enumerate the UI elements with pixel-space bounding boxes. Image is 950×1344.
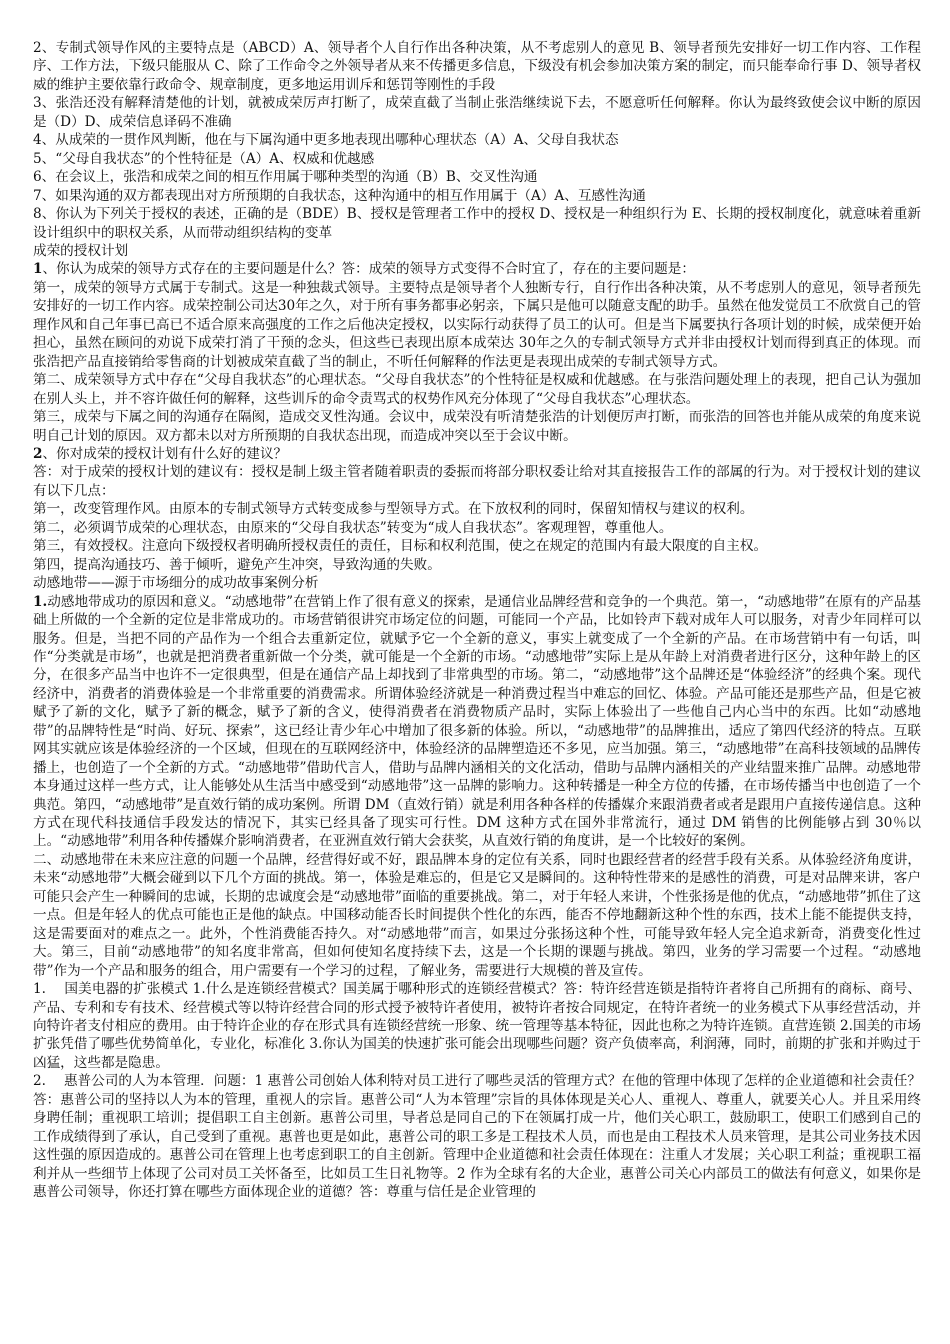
paragraph: 成荣的授权计划: [33, 242, 129, 259]
paragraph: 第二、成荣领导方式中存在“父母自我状态”的心理状态。“父母自我状态”的个性特征是权威和优越感。在与张浩问题处理上的表现，把自己认为强加在别人头上，并不容许做任何的解释，这些训斥的命令责骂式的权势作风充分体现了“父母自我状态”心理状态。: [33, 372, 921, 407]
paragraph: 3、张浩还没有解释清楚他的计划，就被成荣厉声打断了，成荣直截了当制止张浩继续说下去，不愿意听任何解释。你认为最终致使会议中断的原因是（D）D、成荣信息译码不准确: [33, 95, 921, 130]
paragraph: 答：对于成荣的授权计划的建议有：授权是制上级主管者随着职责的委振而将部分职权委让给对其直接报告工作的部属的行为。对于授权计划的建议有以下几点：: [33, 464, 921, 499]
paragraph: [33, 593, 921, 851]
paragraph: 8、你认为下列关于授权的表述，正确的是（BDE）B、授权是管理者工作中的授权 D、授权是一种组织行为 E、长期的授权制度化，就意味着重新设计组织中的职权关系，从而带动组织结构的变革: [33, 206, 921, 241]
paragraph: 2. 惠普公司的人为本管理．问题：1 惠普公司创始人体利特对员工进行了哪些灵活的管理方式？在他的管理中体现了怎样的企业道德和社会责任？答：惠普公司的坚持以人为本的管理，重视人的宗旨。惠普公司“人为本管理”宗旨的具体体现是关心人、重视人、尊重人，就要关心人。并且采用终身聘任制；重视职工培训；提倡职工自主创新。惠普公司里，导者总是同自己的下在领属打成一片，他们关心职工，鼓励职工，使职工们感到自己的工作成绩得到了承认，自己受到了重视。惠普也更是如此，惠普公司的职工多是工程技术人员，而也是由工程技术人员来管理，是其公司业务技术因这性强的原因造成的。惠普公司在管理上也考虑到职工的自主创新。管理中企业道德和社会责任体现在：注重人才发展；关心职工利益；重视职工福利并从一些细节上体现了公司对员工关怀备至，比如员工生日礼物等。2 作为全球有名的大企业，惠普公司关心内部员工的做法有何意义，如果你是惠普公司领导，你还打算在哪些方面体现企业的道德？答：尊重与信任是企业管理的: [33, 1073, 921, 1201]
document-page: [33, 39, 921, 1202]
paragraph-number: 2: [33, 445, 43, 462]
paragraph: 第四，提高沟通技巧、善于倾听，避免产生冲突，导致沟通的失败。: [33, 556, 441, 573]
paragraph: 4、从成荣的一贯作风判断，他在与下属沟通中更多地表现出哪种心理状态（A）A、父母自我状态: [33, 132, 619, 149]
paragraph: 第三，成荣与下属之间的沟通存在隔阂，造成交叉性沟通。会议中，成荣没有听清楚张浩的计划便厉声打断，而张浩的回答也并能从成荣的角度来说明自己计划的原因。双方都未以对方所预期的自我状态出现，而造成冲突以至于会议中断。: [33, 409, 921, 444]
paragraph: 第二，必须调节成荣的心理状态，由原来的“父母自我状态”转变为“成人自我状态”。客观理智，尊重他人。: [33, 519, 673, 536]
paragraph: [33, 445, 921, 463]
paragraph-text: 动感地带成功的原因和意义。“动感地带”在营销上作了很有意义的探索，是通信业品牌经营和竞争的一个典范。第一，“动感地带”在原有的产品基础上所做的一个全新的定位是非常成功的。市场营销很讲究市场定位的问题，可能同一个产品，比如铃声下载对成年人可以服务，对青少年同样可以服务。但是，当把不同的产品作为一个组合去重新定位，就赋予它一个全新的意义，事实上就变成了一个全新的产品。在市场营销中有一句话，叫作“分类就是市场”，也就是把消费者重新做一个分类，就可能是一个全新的市场。“动感地带”实际上是从年龄上对消费者进行区分，这种年龄上的区分，在很多产品当中也许不一定很典型，但是在通信产品上却找到了非常典型的市场。第二，“动感地带”这个品牌还是“体验经济”的经典个案。现代经济中，消费者的消费体验是一个非常重要的消费需求。所谓体验经济就是一种消费过程当中难忘的回忆、体验。产品可能还是那些产品，但是它被赋予了新的文化，赋予了新的概念，赋予了新的含义，使得消费者在消费物质产品时，实际上体验出了一些他自己内心当中的东西。比如“动感地带”的品牌特性是“时尚、好玩、探索”，这已经让青少年心中增加了很多新的体验。所以，“动感地带”的品牌推出，适应了第四代经济的特点。互联网其实就应该是体验经济的一个区域，但现在的互联网经济中，体验经济的品牌塑造还不多见，应当加强。第三，“动感地带”在高科技领域的品牌传播上，也创造了一个全新的方式。“动感地带”借助代言人，借助与品牌内涵相关的文化活动，借助与品牌内涵相关的产业结盟来推广品牌。动感地带本身通过这样一些方式，让人能够处从生活当中感受到“动感地带”这一品牌的影响力。这种转播是一种全方位的传播，在市场传播当中也创造了一个典范。第四，“动感地带”是直效行销的成功案例。所谓 DM（直效行销）就是利用各种各样的传播媒介来跟消费者或者是跟用户直接传递信息。这种方式在现代科技通信手段发达的情况下，其实已经具备了现实可行性。DM 这种方式在国外非常流行，通过 DM 销售的比例能够占到 30％以上。“动感地带”利用各种传播媒介影响消费者，在亚洲直效行销大会获奖，从直效行销的角度讲，是一个比较好的案例。: [33, 593, 921, 850]
paragraph: 第一，成荣的领导方式属于专制式。这是一种独裁式领导。主要特点是领导者个人独断专行，自行作出各种决策，从不考虑别人的意见，领导者预先安排好的一切工作内容。成荣控制公司达30年之久，对于所有事务都事必躬亲，下属只是他可以随意支配的助手。虽然在他发觉员工不欣赏自己的管理作风和自己年事已高已不适合原来高强度的工作之后他决定授权，以实际行动获得了员工的认可。但是当下属要执行各项计划的时候，成荣便开始担心，虽然在顾问的劝说下成荣打消了干预的念头，但这些已表现出原本成荣达 30年之久的专制式领导方式并非由授权计划而得到真正的体现。而张浩把产品直接销给零售商的计划被成荣直截了当的制止，不听任何解释的作法更是表现出成荣的专制式领导方式。: [33, 279, 921, 370]
paragraph-number: 1: [33, 261, 43, 278]
paragraph: 动感地带——源于市场细分的成功故事案例分析: [33, 575, 319, 592]
paragraph: 1. 国美电器的扩张模式 1.什么是连锁经营模式？国美属于哪种形式的连锁经营模式？答：特许经营连锁是指特许者将自己所拥有的商标、商号、产品、专利和专有技术、经营模式等以特许经营合同的形式授予被特许者使用，被特许者按合同规定，在特许者统一的业务模式下从事经营活动，并向特许者支付相应的费用。由于特许企业的存在形式具有连锁经营统一形象、统一管理等基本特征，因此也称之为特许连锁。直营连锁 2.国美的市场扩张凭借了哪些优势简单化，专业化，标准化 3.你认为国美的快速扩张可能会出现哪些问题？资产负债率高，利润薄，同时，前期的扩张和并购过于凶猛，这些都是隐患。: [33, 981, 921, 1071]
paragraph: 7、如果沟通的双方都表现出对方所预期的自我状态，这种沟通中的相互作用属于（A）A、互感性沟通: [33, 187, 646, 204]
paragraph: 第一，改变管理作风。由原本的专制式领导方式转变成参与型领导方式。在下放权利的同时，保留知情权与建议的权利。: [33, 501, 754, 518]
paragraph: 5、“父母自我状态”的个性特征是（A）A、权威和优越感: [33, 150, 375, 167]
paragraph-text: 、你对成荣的授权计划有什么好的建议？: [42, 445, 288, 462]
paragraph: 二、动感地带在未来应注意的问题一个品牌，经营得好或不好，跟品牌本身的定位有关系，同时也跟经营者的经营手段有关系。从体验经济角度讲，未来“动感地带”大概会碰到以下几个方面的挑战。第一，体验是难忘的，但是它又是瞬间的。这种特性带来的是感性的消费，可是对品牌来讲，客户可能只会产生一种瞬间的忠诚，长期的忠诚度会是“动感地带”面临的重要挑战。第二，对于年轻人来讲，个性张扬是他的优点，“动感地带”抓住了这一点。但是年轻人的优点可能也正是他的缺点。中国移动能否长时间提供个性化的东西，能否不停地翻新这种个性的东西，技术上能不能提供支持，这是需要面对的难点之一。此外，个性消费能否持久。对“动感地带”而言，如果过分张扬这种个性，可能导致年轻人完全追求新奇，消费变化性过大。第三，目前“动感地带”的知名度非常高，但如何使知名度持续下去，这是一个长期的课题与挑战。第四，业务的学习需要一个过程。“动感地带”作为一个产品和服务的组合，用户需要有一个学习的过程，了解业务，需要进行大规模的普及宣传。: [33, 851, 921, 979]
paragraph: 2、专制式领导作风的主要特点是（ABCD）A、领导者个人自行作出各种决策，从不考虑别人的意见 B、领导者预先安排好一切工作内容、工作程序、工作方法，下级只能服从 C、除了工作命令之外领导者从来不传播更多信息，下级没有机会参加决策方案的制定，而只能奉命行事 D、领导者权威的维护主要依靠行政命令、规章制度，更多地运用训斥和惩罚等刚性的手段: [33, 40, 921, 93]
paragraph-text: 、你认为成荣的领导方式存在的主要问题是什么？答：成荣的领导方式变得不合时宜了，存在的主要问题是：: [42, 261, 695, 278]
paragraph: 第三，有效授权。注意向下级授权者明确所授权责任的责任，目标和权利范围，使之在规定的范围内有最大限度的自主权。: [33, 538, 768, 555]
paragraph: 6、在会议上，张浩和成荣之间的相互作用属于哪种类型的沟通（B）B、交叉性沟通: [33, 169, 538, 186]
paragraph-number: 1.: [33, 593, 48, 610]
paragraph: [33, 260, 921, 278]
